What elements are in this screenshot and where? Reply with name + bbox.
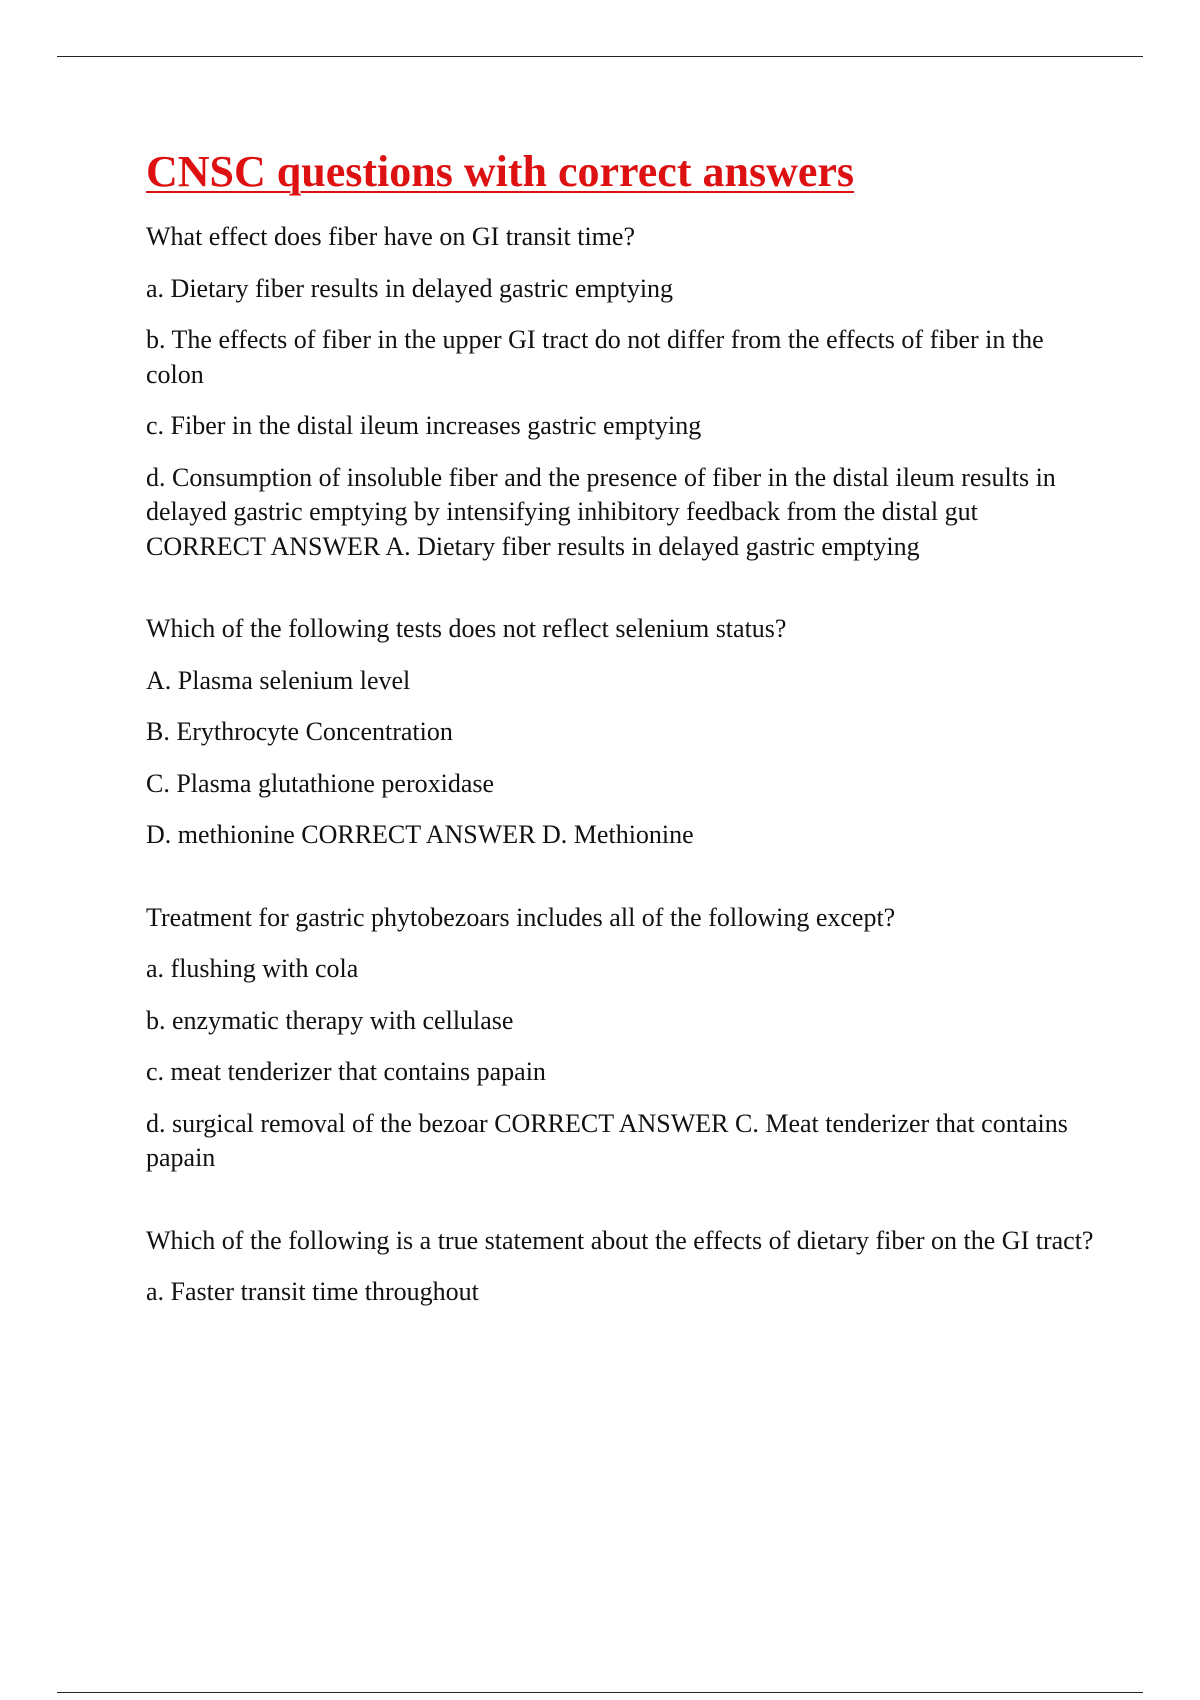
question-prompt: What effect does fiber have on GI transit time? — [146, 222, 635, 251]
bottom-rule — [57, 1692, 1143, 1693]
answer-option: b. enzymatic therapy with cellulase — [146, 1005, 514, 1035]
document-body — [146, 142, 1096, 1327]
answer-option: C. Plasma glutathione peroxidase — [146, 768, 495, 798]
answer-option: c. meat tenderizer that contains papain — [146, 1057, 546, 1086]
answer-option: a. Faster transit time throughout — [146, 1277, 479, 1306]
answer-option: A. Plasma selenium level — [146, 665, 411, 695]
answer-option-with-correct-answer: d. Consumption of insoluble fiber and the presence of fiber in the distal ileum results in delayed gastric emptying by intensifying inhibitory feedback from the distal gut CORRECT ANSWER A. Dietary fiber results in delayed gastric emptying — [146, 462, 1056, 561]
question-block-2 — [146, 612, 1096, 853]
answer-option-with-correct-answer: D. methionine CORRECT ANSWER D. Methionine — [146, 820, 694, 849]
answer-option: b. The effects of fiber in the upper GI tract do not differ from the effects of fiber in the colon — [146, 325, 1044, 389]
answer-option-with-correct-answer: d. surgical removal of the bezoar CORRECT ANSWER C. Meat tenderizer that contains papain — [146, 1108, 1068, 1172]
top-rule — [57, 56, 1143, 57]
question-prompt: Which of the following tests does not reflect selenium status? — [146, 614, 787, 643]
answer-option: c. Fiber in the distal ileum increases gastric emptying — [146, 411, 702, 440]
question-block-1 — [146, 220, 1096, 564]
answer-option: a. Dietary fiber results in delayed gastric emptying — [146, 273, 674, 303]
document-title: CNSC questions with correct answers — [146, 147, 855, 196]
question-prompt: Treatment for gastric phytobezoars includes all of the following except? — [146, 902, 896, 932]
question-block-3 — [146, 901, 1096, 1176]
question-prompt: Which of the following is a true statement about the effects of dietary fiber on the GI tract? — [146, 1225, 1094, 1255]
question-block-4 — [146, 1224, 1096, 1310]
answer-option: a. flushing with cola — [146, 954, 359, 983]
answer-option: B. Erythrocyte Concentration — [146, 717, 453, 746]
